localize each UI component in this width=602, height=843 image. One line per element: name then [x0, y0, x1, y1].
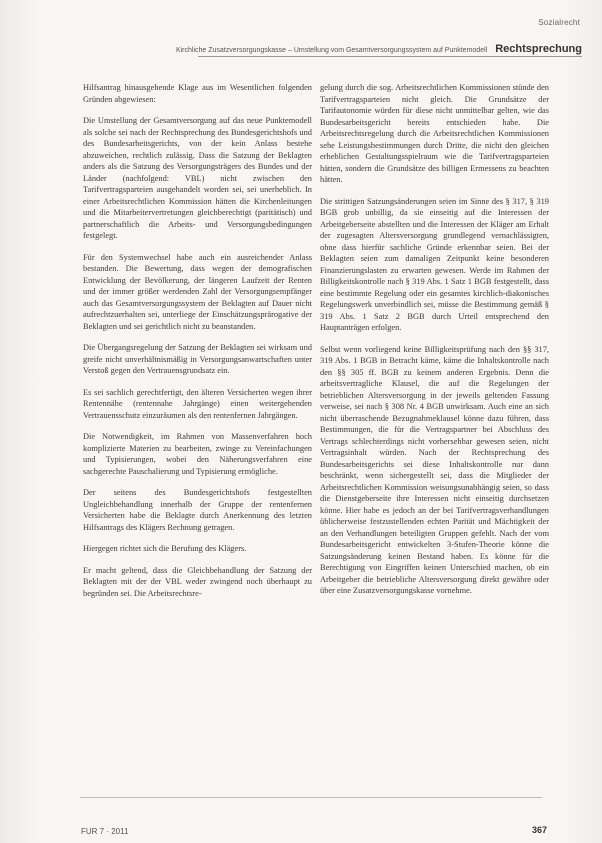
page-number: 367 — [532, 825, 548, 835]
running-header — [175, 41, 582, 57]
paragraph: Es sei sachlich gerechtfertigt, den älteren Versicherten wegen ihrer Rentennähe (rentennahe Jahrgänge) einen weitergehenden Vertrauensschutz einzuräumen als den rentenfernen Jahrgängen. — [83, 387, 312, 420]
paragraph: Der seitens des Bundesgerichtshofs festgestellten Ungleichbehandlung innerhalb der Gruppe der rentenfernen Versicherten habe die Beklagte durch Anerkennung des letzten Hilfsantrags des Klägers Rechnung getragen. — [83, 488, 312, 532]
right-column — [320, 82, 549, 607]
paragraph: Hiergegen richtet sich die Berufung des Klägers. — [83, 544, 247, 553]
footer-rule — [80, 797, 542, 799]
paragraph: Selbst wenn vorliegend keine Billigkeitsprüfung nach den §§ 317, 319 Abs. 1 BGB in Betracht käme, käme die Inhaltskontrolle nach den §§ 305 ff. BGB zu keinem anderen Ergebnis. Denn die arbeitsvertragliche Klausel, die auf die Regelungen der betrieblichen Altersversorgung in der jeweils geltenden Fassung verweise, sei nach § 308 Nr. 4 BGB unwirksam. Auch eine an sich nicht überraschende Bezugnahmeklausel könne dazu führen, dass Bestimmungen, die für die Vertragspartner bei Abschluss des Vertrags schlechterdings nicht vorhersehbar gewesen seien, nicht Vertragsinhalt würden. Nach der Rechtsprechung des Bundesarbeitsgerichts sei diese Inhaltskontrolle nur dann beschränkt, wenn sichergestellt sei, dass die Mitglieder der Arbeitsrechtlichen Kommission weisungsunabhängig seien, so dass die Dienstgeberseite ihre Interessen nicht einseitig durchsetzen könne. Hier habe es jedoch an der bei Tarifvertragsverhandlungen üblicherweise festzustellenden echten Parität und Mächtigkeit der an den Verhandlungen beteiligten Gruppen gefehlt. Nach der vom Bundesarbeitsgericht entwickelten 3-Stufen-Theorie könne die Satzungsänderung keinen Bestand haben. Es könne für die Berechtigung von Eingriffen keinen Unterschied machen, ob ein Arbeitgeber die betriebliche Altersversorgung direkt gewähre oder über eine Zusatzversorgungskasse vornehme. — [320, 344, 549, 595]
paragraph: Er macht geltend, dass die Gleichbehandlung der Satzung der Beklagten mit der der VBL weder zwingend noch überhaupt zu begründen sei. Die Arbeitsrechtsre- — [83, 565, 312, 598]
paragraph: Die Umstellung der Gesamtversorgung auf das neue Punktemodell als solche sei nach der Rechtsprechung des Bundesgerichtshofs und des Bundesarbeitsgerichts, von der kein Anlass bestehe abzuweichen, rechtlich zulässig. Dass die Satzung der Beklagten anders als die Satzung des Versorgungsträgers des Bundes und der Länder (nachfolgend: VBL) nicht zwischen den Tarifvertragsparteien ausgehandelt worden sei, sei unerheblich. In einer Arbeitsrechtlichen Kommission hätten die Kirchenleitungen und die Mitarbeitervertretungen gleichberechtigt (paritätisch) und partnerschaftlich die Arbeits- und Versorgungsbedingungen festgelegt. — [83, 116, 312, 240]
paragraph: Für den Systemwechsel habe auch ein ausreichender Anlass bestanden. Die Bewertung, dass wegen der demografischen Entwicklung der Bevölkerung, der längeren Laufzeit der Renten und der immer größer werdenden Zahl der Versorgungsempfänger auch das Gesamtversorgungssystem der Beklagten auf Dauer nicht aufrechtzuerhalten sei, unterliege der Einschätzungsprärogative der Beklagten und sei gerichtlich nicht zu beanstanden. — [83, 252, 312, 331]
paragraph: Die Übergangsregelung der Satzung der Beklagten sei wirksam und greife nicht unverhältnismäßig in Versorgungsanwartschaften unter Verstoß gegen den Vertrauensgrundsatz ein. — [83, 343, 312, 375]
running-header-subtitle: Kirchliche Zusatzversorgungskasse – Umstellung vom Gesamtversorgungssystem auf Punktemodell — [175, 47, 488, 54]
running-header-title: Rechtsprechung — [495, 43, 582, 55]
paragraph: Die strittigen Satzungsänderungen seien im Sinne des § 317, § 319 BGB grob unbillig, da sie einseitig auf die Interessen der Arbeitgeberseite abstellten und die Interessen der Kläger am Erhalt der zugesagten Altersversorgung grundlegend vernachlässigten, ohne dass hierfür sachliche Gründe erkennbar seien. Bei der Beklagten seien zum damaligen Zeitpunkt keine besonderen Finanzierungslasten zu erwarten gewesen. Werde im Rahmen der Billigkeitskontrolle nach § 319 Abs. 1 Satz 1 BGB festgestellt, dass eine bestimmte Regelung oder ein gesamtes kirchlich-diakonisches Regelungswerk unverbindlich sei, müsse die Bestimmung gemäß § 319 Abs. 1 Satz 2 BGB durch Urteil entsprechend den Hauptanträgen erfolgen. — [320, 196, 549, 332]
paragraph: gelung durch die sog. Arbeitsrechtlichen Kommissionen stünde den Tarifvertragsparteien nicht gleich. Die Grundsätze der Tarifautonomie würden für diese nicht unmittelbar gelten, wie das Bundesarbeitsgericht bereits entschieden habe. Die Arbeitsrechtsregelung durch die Arbeitsrechtlichen Kommissionen sehe Leistungsbestimmungen durch Dritte, die nicht den gleichen erheblichen Gestaltungsspielraum wie die Tarifvertragsparteien hätten, sondern die Grundsätze des billigen Ermessens zu beachten hätten. — [320, 83, 549, 184]
journal-reference: FUR 7 · 2011 — [81, 827, 129, 836]
paragraph: Hilfsantrag hinausgehende Klage aus im Wesentlichen folgenden Gründen abgewiesen: — [83, 83, 312, 104]
left-column — [83, 82, 312, 609]
paragraph: Die Notwendigkeit, im Rahmen von Massenverfahren hoch komplizierte Materien zu bearbeiten, zwinge zu Vereinfachungen und Typisierungen, wobei den Näherungsverfahren eine sachgerechte Pauschalierung und Typisierung ermögliche. — [83, 432, 312, 476]
section-kicker: Sozialrecht — [538, 18, 580, 27]
